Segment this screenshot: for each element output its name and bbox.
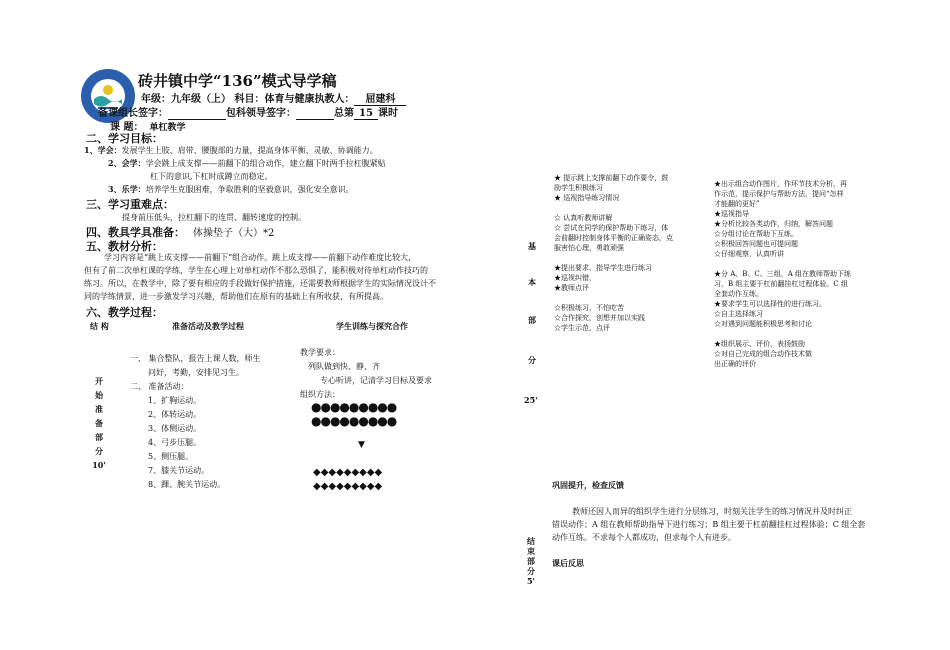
col-student: 学生训练与探究合作 bbox=[336, 321, 408, 331]
teacher-line-3: 二、 准备活动： bbox=[130, 382, 189, 391]
col-structure: 结 构 bbox=[90, 321, 109, 331]
teacher-line-2: 问好，考勤，安排见习生。 bbox=[148, 368, 244, 377]
reflection-heading: 课后反思 bbox=[552, 558, 584, 568]
goal-1: 1、学会：发展学生上肢、肩带、腰腹部的力量，提高身体平衡、灵敏、协调能力。 bbox=[84, 145, 378, 155]
consolidate-line-2: 错误动作；A 组在教师帮助指导下进行练习；B 组主要于杠前翻挂杠过程体验；C 组全套 bbox=[552, 520, 866, 529]
consolidate-line-3: 动作互练。不求每个人都成功，但求每个人有进步。 bbox=[552, 533, 736, 542]
stage3-label: 结 束 部 分 5' bbox=[526, 536, 535, 586]
sign-mid-blank bbox=[296, 108, 334, 120]
teacher-line-6: 3、体侧运动。 bbox=[148, 424, 202, 433]
topic-value: 单杠教学 bbox=[149, 123, 186, 133]
stage2-char-1: 基 bbox=[528, 241, 536, 251]
goal-3: 3、乐学：培养学生克服困难，争取胜利的坚毅意识，强化安全意识。 bbox=[108, 184, 354, 194]
stage2-char-2: 本 bbox=[528, 277, 536, 287]
teacher-line-10: 8、踝、腕关节运动。 bbox=[148, 480, 226, 489]
total-num: 15 bbox=[354, 108, 378, 120]
teacher-line-5: 2、体转运动。 bbox=[148, 410, 202, 419]
total-unit: 课时 bbox=[378, 108, 398, 119]
focus-heading: 三、学习重难点： bbox=[86, 198, 174, 211]
formation-circles-2: ●●●●●●●●● bbox=[311, 414, 397, 428]
stage2-char-3: 部 bbox=[528, 315, 536, 325]
analysis-line-1: 学习内容是“跳上成支撑——前翻下”组合动作。跳上成支撑——前翻下动作难度比较大， bbox=[104, 253, 417, 262]
student-line-2: 列队做到快、静、齐 bbox=[308, 362, 380, 371]
process-heading: 六、教学过程： bbox=[86, 306, 163, 319]
basic-teacher-col: ★ 提示跳上支撑前翻下动作要令，鼓 励学生积极练习 ★ 巡视指导练习情况 ☆ 认真听教师讲解 ☆ 尝试在同学的保护帮助下练习，体 会前翻时控制身体平衡的正确姿态，克 服害怕心理，勇敢顽强 ★提出要求、指导学生进行练习 ★巡视纠错， ★教师点评 ☆积极练习，不怕吃苦 ☆合作探究，创想并加以实践 ☆学生示范，点评 bbox=[554, 174, 673, 332]
total-label: 总第 bbox=[334, 108, 354, 119]
teacher-line-9: 7、膝关节运动。 bbox=[148, 466, 210, 475]
teacher-line-1: 一、 集合整队，报告上课人数，师生 bbox=[130, 354, 261, 363]
analysis-heading: 五、教材分析： bbox=[86, 240, 163, 253]
sign-left-label: 备课组长签字： bbox=[98, 108, 168, 119]
student-line-4: 组织方法： bbox=[300, 390, 340, 399]
consolidate-line-1: 教师还因人而异的组织学生进行分层练习，时刻关注学生的练习情况并及时纠正 bbox=[572, 507, 852, 516]
analysis-line-3: 练习。所以，在教学中，除了要有相应的手段做好保护措施，还需要教师根据学生的实际情况设计不 bbox=[84, 279, 436, 288]
analysis-line-4: 同的学练情景，进一步激发学习兴趣，帮助他们在原有的基础上有所收获，有所提高。 bbox=[84, 292, 388, 301]
goal-2-cont: 杠下的意识,下杠时成蹲立而稳定。 bbox=[150, 172, 273, 181]
teacher-name: 屈建科 bbox=[354, 90, 406, 106]
prep-text: 体操垫子（大）*2 bbox=[193, 228, 275, 239]
formation-diamonds-1: ◆◆◆◆◆◆◆◆◆ bbox=[313, 467, 383, 478]
teacher-line-7: 4、弓步压腿。 bbox=[148, 438, 202, 447]
teacher-line-8: 5、侧压腿。 bbox=[148, 452, 194, 461]
col-teacher: 准备活动及教学过程 bbox=[172, 321, 244, 331]
teacher-position-arrow: ▼ bbox=[358, 440, 365, 450]
student-line-1: 教学要求： bbox=[300, 348, 340, 357]
prep-heading: 四、教具学具准备： 体操垫子（大）*2 bbox=[86, 226, 275, 239]
stage2-time: 25' bbox=[524, 395, 538, 405]
stage2-char-4: 分 bbox=[528, 355, 536, 365]
formation-diamonds-2: ◆◆◆◆◆◆◆◆◆ bbox=[313, 481, 383, 492]
teacher-line-4: 1、扩胸运动。 bbox=[148, 396, 202, 405]
goals-heading: 二、学习目标： bbox=[86, 132, 163, 145]
consolidate-heading: 巩固提升，检查反馈 bbox=[552, 480, 624, 490]
student-line-3: 专心听讲，记清学习目标及要求 bbox=[320, 376, 432, 385]
formation-circles-1: ●●●●●●●●● bbox=[311, 400, 397, 414]
sign-mid-label: 包科领导签字： bbox=[226, 108, 296, 119]
goal-2: 2、会学：学会跳上成支撑——前翻下的组合动作，建立翻下时两手拉杠腹紧贴 bbox=[108, 158, 386, 168]
analysis-line-2: 但有了前二次单杠课的学练，学生在心理上对单杠动作不那么恐惧了，能积极对待单杠动作技巧的 bbox=[84, 266, 428, 275]
focus-text: 提身前压低头，拉杠翻下的连贯、翻转速度的控制。 bbox=[122, 213, 306, 222]
basic-student-col: ★出示组合动作图片，作环节技术分析，再 作示范，提示保护与帮助方法，提问“怎样 才能翻的更好” ★巡视指导 ★分析比较各类动作，归纳，解答问题 ☆分组讨论在帮助下互练。 ☆积极回答问题也可提问题 ☆仔细观察，认真听讲 ★分 A、B、C、三组，A 组在教师帮助下练 习，B 组主要于杠前翻挂杠过程体验。C 组 全套动作互练。 ★要求学生可以选择性的进行练习。 ☆自主选择练习 ☆对遇到问题能积极思考和讨论 ★组织展示、评价，表扬鼓励 ☆对自己完成的组合动作技术做 出正确的评价 bbox=[714, 180, 852, 368]
topic-label: 课 题： bbox=[110, 122, 144, 133]
stage1-label: 开 始 准 备 部 分 10' bbox=[92, 376, 106, 470]
page-title: 砖井镇中学“136”模式导学稿 bbox=[138, 72, 337, 90]
grade-label: 年级：九年级（上） 科目：体育与健康执教人： bbox=[141, 94, 355, 105]
